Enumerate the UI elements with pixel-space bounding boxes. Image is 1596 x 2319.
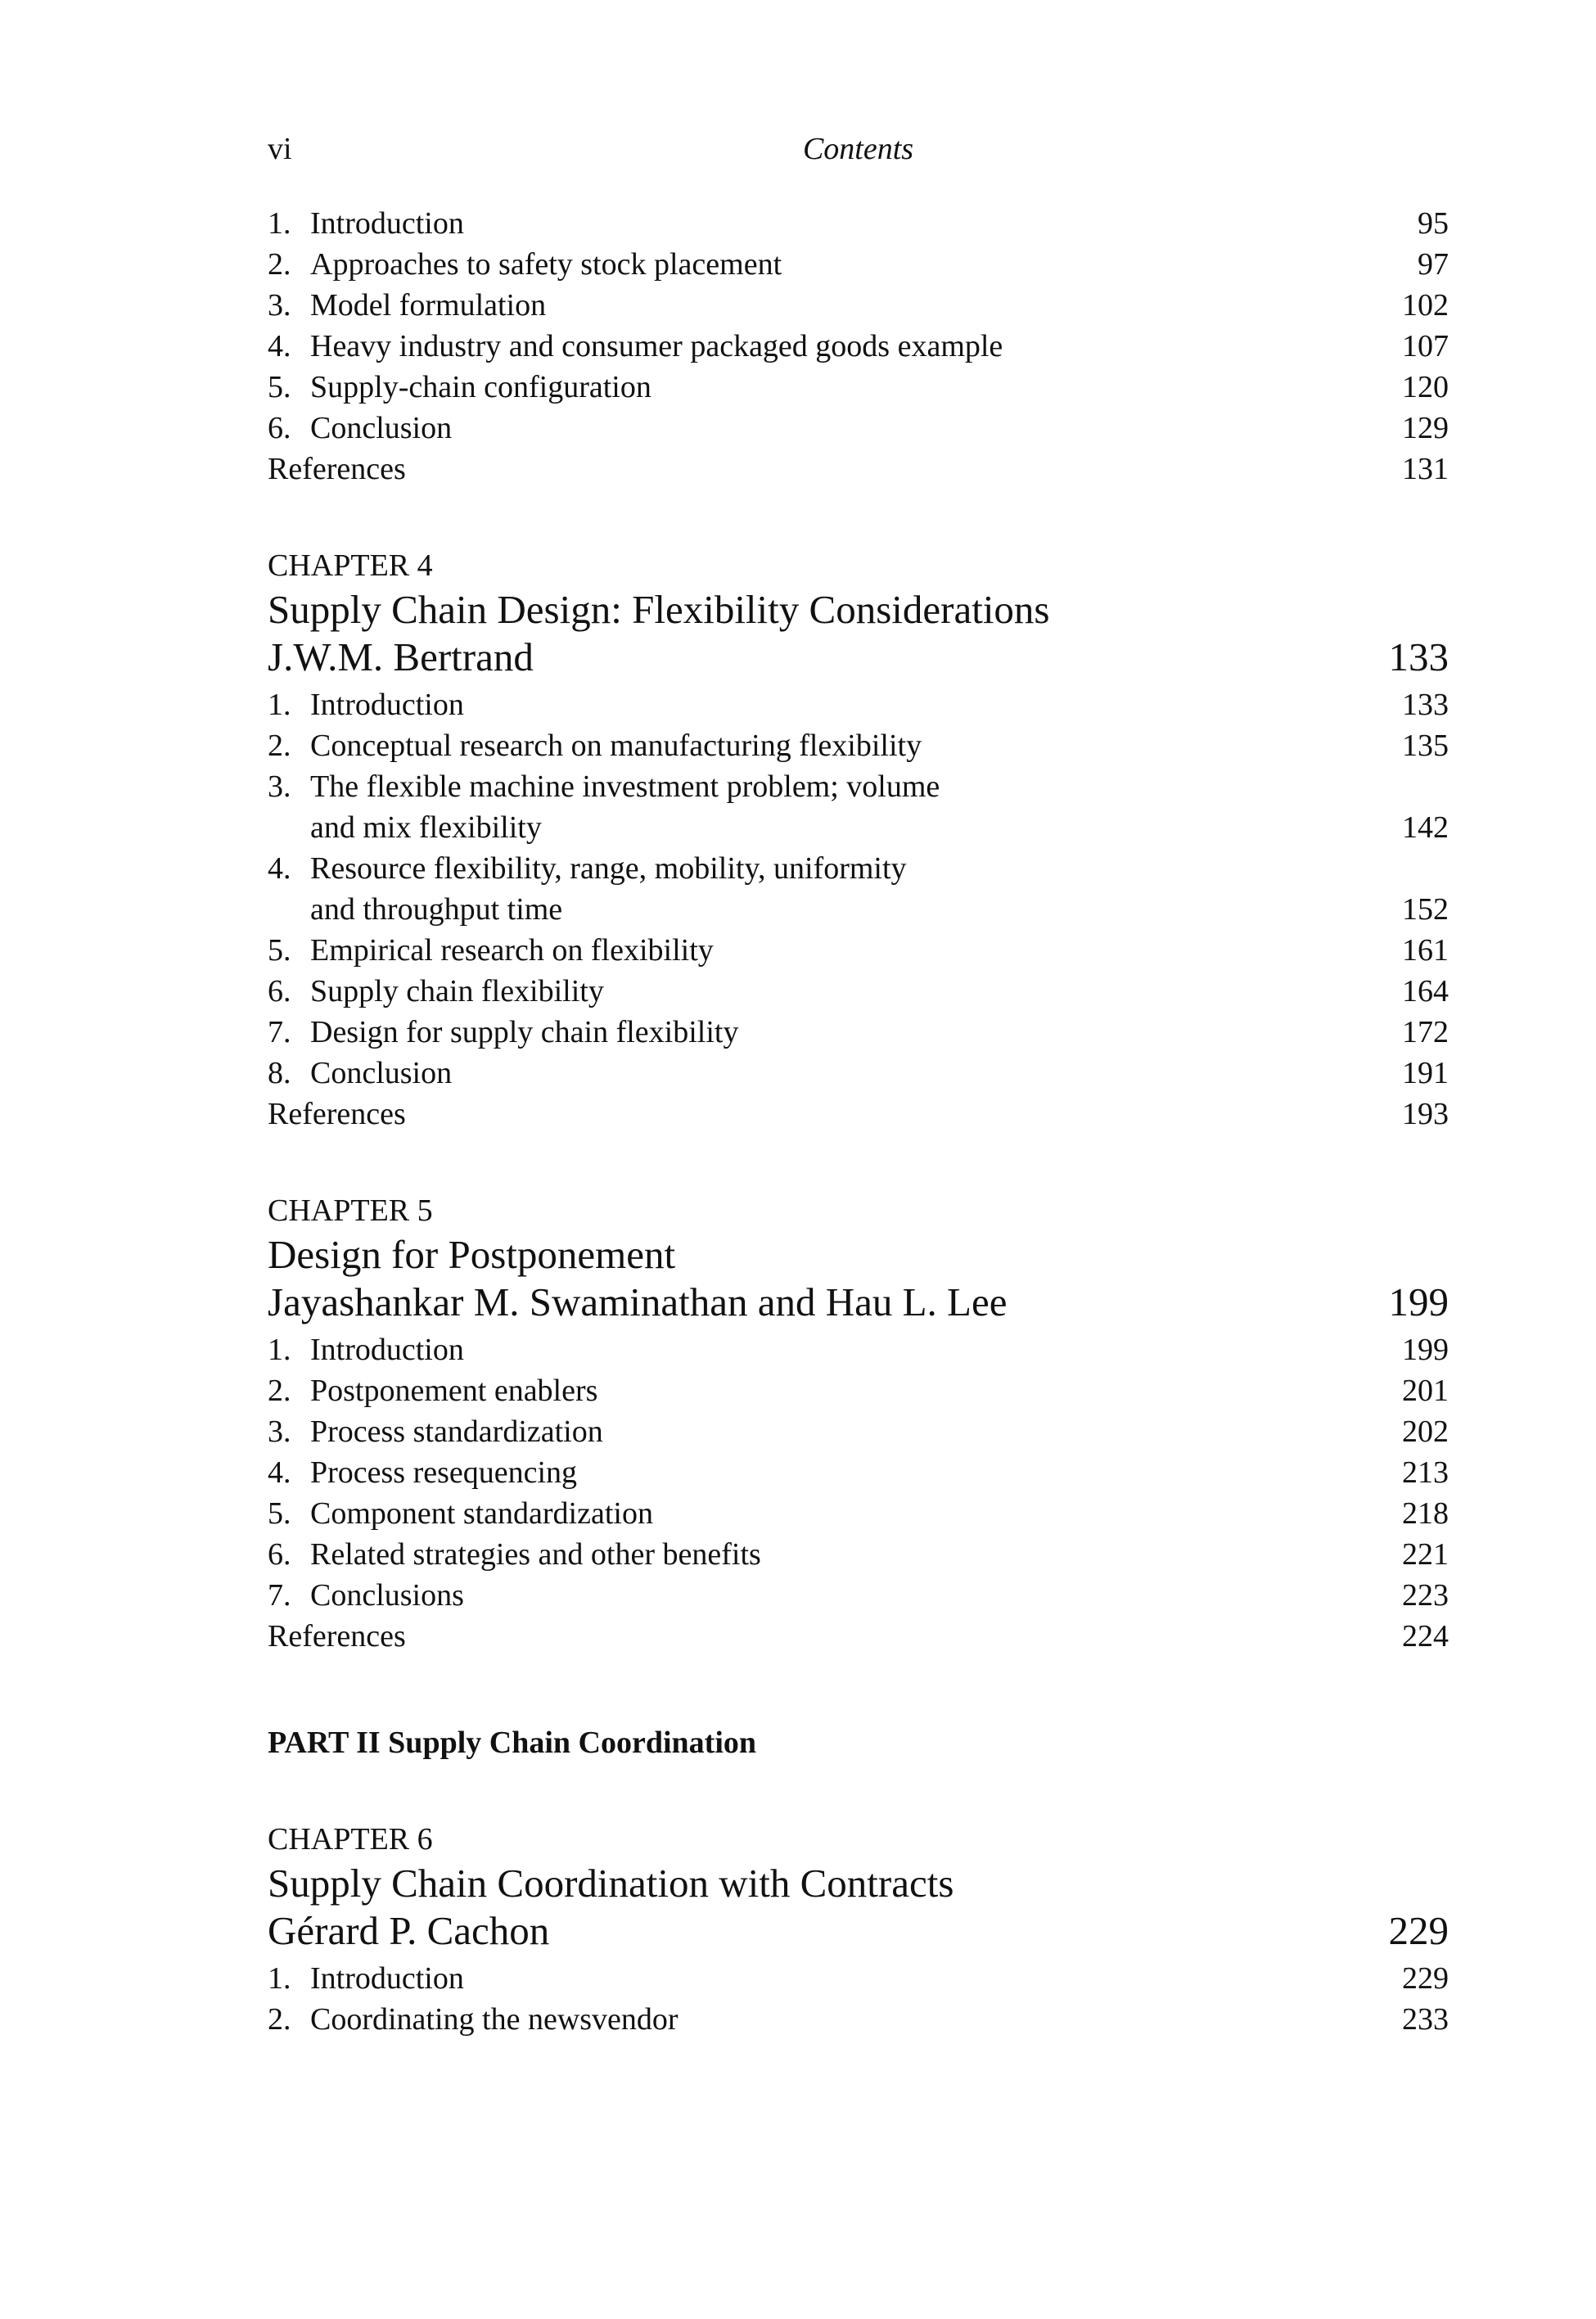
toc-entry-references (268, 449, 1449, 490)
chapter-4-sections (268, 684, 1449, 1135)
section-number: 3. (268, 288, 291, 323)
section-title-line: Introduction (310, 1961, 464, 1996)
section-page-number: 221 (1402, 1537, 1449, 1572)
chapter-6-block (268, 1819, 1449, 2040)
toc-entry-label (268, 1958, 1383, 1999)
chapter-author: J.W.M. Bertrand (268, 634, 534, 679)
section-title-line: Empirical research on flexibility (310, 933, 714, 968)
section-number: 3. (268, 769, 291, 804)
section-title-line: Supply chain flexibility (310, 974, 604, 1008)
section-title-line: Conclusion (310, 411, 453, 445)
chapter-page: 199 (1388, 1279, 1449, 1324)
chapter-page: 133 (1388, 634, 1449, 679)
toc-entry (268, 326, 1449, 367)
section-number: 5. (268, 370, 291, 404)
section-page-number: 201 (1402, 1374, 1449, 1408)
section-title (268, 449, 1383, 490)
toc-entry-label (268, 1411, 1383, 1452)
section-title (310, 1452, 1383, 1493)
section-title (310, 1329, 1383, 1370)
section-title (310, 408, 1383, 449)
section-title-line: Component standardization (310, 1496, 653, 1531)
toc-entry (268, 203, 1449, 244)
chapter-title: Design for Postponement (268, 1232, 676, 1277)
section-title (310, 930, 1383, 971)
section-title-line: Introduction (310, 1333, 464, 1367)
section-title (310, 1575, 1383, 1616)
section-title (310, 1370, 1383, 1411)
chapter-author: Jayashankar M. Swaminathan and Hau L. Lee (268, 1279, 1008, 1324)
section-number: 2. (268, 729, 291, 763)
toc-entry-label (268, 1012, 1383, 1053)
section-title (310, 285, 1383, 326)
section-number: 2. (268, 2002, 291, 2037)
toc-entry (268, 848, 1449, 930)
section-title-line: Introduction (310, 688, 464, 722)
section-page-number: 218 (1402, 1496, 1449, 1531)
section-title (310, 725, 1383, 766)
section-title (310, 1534, 1383, 1575)
toc-entry-references (268, 1094, 1449, 1135)
running-head (268, 131, 1449, 180)
section-title (310, 1493, 1383, 1534)
section-number: 7. (268, 1015, 291, 1049)
section-number: 2. (268, 247, 291, 282)
section-page-number: 135 (1402, 729, 1449, 763)
section-title-line: References (268, 1097, 406, 1131)
part-heading: PART II Supply Chain Coordination (268, 1726, 757, 1760)
toc-entry (268, 684, 1449, 725)
toc-entry (268, 285, 1449, 326)
section-title (310, 1012, 1383, 1053)
section-page-number: 107 (1402, 329, 1449, 363)
section-page-number: 213 (1402, 1455, 1449, 1490)
toc-entry-label (268, 684, 1383, 725)
toc-entry (268, 725, 1449, 766)
toc-entry (268, 1012, 1449, 1053)
section-page-number: 161 (1402, 933, 1449, 968)
chapter-4-block (268, 545, 1449, 1135)
section-page-number: 133 (1402, 688, 1449, 722)
section-title (310, 1411, 1383, 1452)
section-page-number: 164 (1402, 974, 1449, 1008)
section-title (310, 848, 1383, 930)
chapter-author-line (268, 1907, 1449, 1955)
toc-entry-label (268, 1053, 1383, 1094)
toc-entry (268, 1575, 1449, 1616)
contents-page (268, 131, 1449, 2040)
section-title-line: Approaches to safety stock placement (310, 247, 782, 282)
chapter-author-line (268, 634, 1449, 681)
section-page-number: 102 (1402, 288, 1449, 323)
section-page-number: 120 (1402, 370, 1449, 404)
toc-entry-label (268, 1493, 1383, 1534)
chapter-page: 229 (1388, 1908, 1449, 1953)
section-title-line: Introduction (310, 206, 464, 241)
section-title (310, 326, 1383, 367)
section-page-number: 131 (1402, 452, 1449, 486)
section-title-line: Process standardization (310, 1414, 603, 1449)
section-title-line: Model formulation (310, 288, 547, 323)
section-title-line: Coordinating the newsvendor (310, 2002, 679, 2037)
toc-entry-label (268, 1329, 1383, 1370)
section-number: 3. (268, 1414, 291, 1449)
section-title (268, 1094, 1383, 1135)
section-page-number: 129 (1402, 411, 1449, 445)
toc-entry (268, 1370, 1449, 1411)
toc-entry (268, 1411, 1449, 1452)
section-page-number: 152 (1402, 892, 1449, 927)
toc-entry-label (268, 766, 1383, 848)
section-title (310, 1958, 1383, 1999)
section-title-line: Resource flexibility, range, mobility, uniformity (310, 851, 907, 886)
section-number: 5. (268, 933, 291, 968)
chapter-label: CHAPTER 6 (268, 1822, 433, 1857)
section-title-line: References (268, 1619, 406, 1654)
section-page-number: 199 (1402, 1333, 1449, 1367)
toc-entry-label (268, 203, 1383, 244)
section-page-number: 172 (1402, 1015, 1449, 1049)
section-title-line: Conclusion (310, 1056, 453, 1090)
toc-entry (268, 244, 1449, 285)
toc-entry (268, 1999, 1449, 2040)
section-title-line: The flexible machine investment problem; volume (310, 769, 940, 804)
section-page-number: 224 (1402, 1619, 1449, 1654)
section-page-number: 97 (1418, 247, 1449, 282)
chapter-title: Supply Chain Coordination with Contracts (268, 1861, 954, 1906)
chapter-author: Gérard P. Cachon (268, 1908, 550, 1953)
section-title-line: Postponement enablers (310, 1374, 598, 1408)
toc-entry-label (268, 1534, 1383, 1575)
section-number: 1. (268, 688, 291, 722)
section-title-line: References (268, 452, 406, 486)
chapter-author-line (268, 1279, 1449, 1326)
toc-entry-label (268, 244, 1383, 285)
section-title-line: Supply-chain configuration (310, 370, 651, 404)
toc-entry-label (268, 449, 1383, 490)
section-title (310, 684, 1383, 725)
toc-entry-label (268, 285, 1383, 326)
toc-entry-label (268, 848, 1383, 930)
chapter-label: CHAPTER 4 (268, 548, 433, 583)
section-page-number: 233 (1402, 2002, 1449, 2037)
page-folio: vi (268, 132, 292, 166)
section-title (310, 971, 1383, 1012)
section-number: 6. (268, 411, 291, 445)
section-page-number: 95 (1418, 206, 1449, 241)
toc-entry (268, 408, 1449, 449)
section-title (310, 766, 1383, 848)
section-page-number: 193 (1402, 1097, 1449, 1131)
toc-entry-references (268, 1616, 1449, 1657)
section-number: 1. (268, 1333, 291, 1367)
toc-entry (268, 971, 1449, 1012)
toc-entry (268, 367, 1449, 408)
section-title (268, 1616, 1383, 1657)
chapter-5-sections (268, 1329, 1449, 1657)
toc-entry-label (268, 971, 1383, 1012)
section-page-number: 223 (1402, 1578, 1449, 1613)
section-number: 4. (268, 851, 291, 886)
toc-entry-label (268, 1999, 1383, 2040)
toc-entry-label (268, 1575, 1383, 1616)
section-title-line: Process resequencing (310, 1455, 578, 1490)
section-number: 1. (268, 206, 291, 241)
section-number: 4. (268, 1455, 291, 1490)
section-number: 5. (268, 1496, 291, 1531)
section-page-number: 191 (1402, 1056, 1449, 1090)
toc-entry (268, 1958, 1449, 1999)
chapter-6-sections (268, 1958, 1449, 2040)
section-page-number: 202 (1402, 1414, 1449, 1449)
section-number: 7. (268, 1578, 291, 1613)
section-title (310, 244, 1383, 285)
toc-entry-label (268, 1452, 1383, 1493)
toc-entry-label (268, 930, 1383, 971)
toc-entry-label (268, 725, 1383, 766)
section-number: 2. (268, 1374, 291, 1408)
toc-entry-label (268, 367, 1383, 408)
chapter-label: CHAPTER 5 (268, 1193, 433, 1228)
toc-entry-label (268, 408, 1383, 449)
chapter-5-block (268, 1190, 1449, 1657)
section-title (310, 203, 1383, 244)
toc-entry (268, 930, 1449, 971)
section-title-line: and throughput time (310, 892, 563, 927)
section-title (310, 1999, 1383, 2040)
toc-entry (268, 1452, 1449, 1493)
section-title-line: Conclusions (310, 1578, 464, 1613)
chapter-title: Supply Chain Design: Flexibility Considerations (268, 587, 1050, 632)
toc-entry-label (268, 326, 1383, 367)
section-title-line: Related strategies and other benefits (310, 1537, 761, 1572)
section-title (310, 367, 1383, 408)
toc-entry (268, 1534, 1449, 1575)
section-number: 8. (268, 1056, 291, 1090)
chapter3-tail-list (268, 203, 1449, 490)
section-number: 6. (268, 1537, 291, 1572)
toc-entry-label (268, 1094, 1383, 1135)
running-head-title: Contents (802, 132, 914, 166)
section-page-number: 142 (1402, 810, 1449, 845)
toc-entry-label (268, 1616, 1383, 1657)
section-title (310, 1053, 1383, 1094)
toc-entry (268, 766, 1449, 848)
section-title-line: Design for supply chain flexibility (310, 1015, 739, 1049)
toc-entry (268, 1493, 1449, 1534)
toc-entry (268, 1053, 1449, 1094)
section-page-number: 229 (1402, 1961, 1449, 1996)
section-title-line: Conceptual research on manufacturing flexibility (310, 729, 922, 763)
section-title-line: and mix flexibility (310, 810, 542, 845)
section-title-line: Heavy industry and consumer packaged goods example (310, 329, 1003, 363)
section-number: 1. (268, 1961, 291, 1996)
toc-entry (268, 1329, 1449, 1370)
section-number: 4. (268, 329, 291, 363)
toc-entry-label (268, 1370, 1383, 1411)
section-number: 6. (268, 974, 291, 1008)
